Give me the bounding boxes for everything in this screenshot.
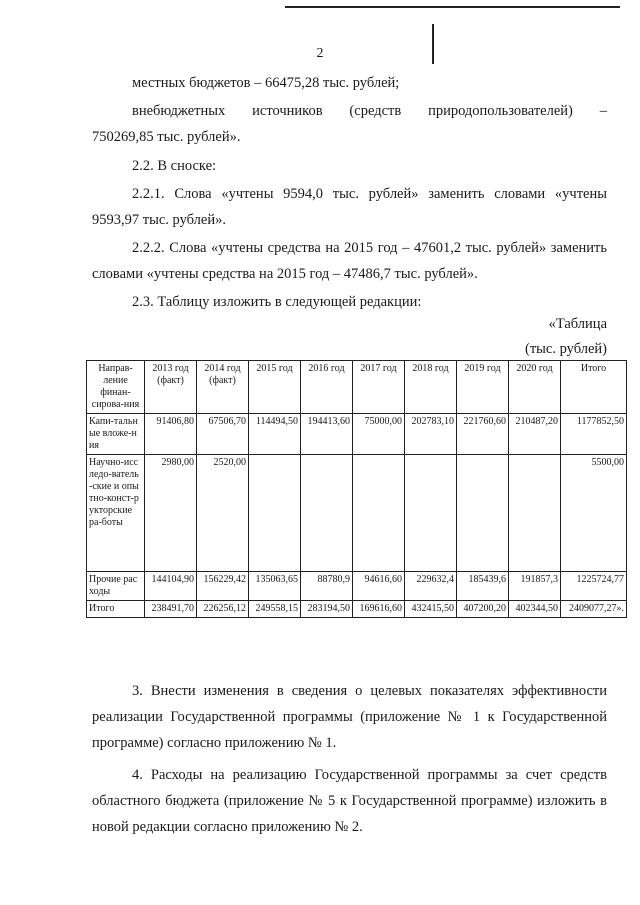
table-cell: 229632,4: [405, 572, 457, 601]
table-header-row: [87, 361, 627, 414]
header-rule: [285, 6, 620, 8]
header-2020: 2020 год: [509, 361, 561, 414]
table-cell: 2520,00: [197, 455, 249, 572]
table-row-total: [87, 601, 627, 618]
table-cell: 202783,10: [405, 414, 457, 455]
table-cell: 402344,50: [509, 601, 561, 618]
financing-table: [86, 360, 627, 618]
table-cell: [457, 455, 509, 572]
table-cell: 5500,00: [561, 455, 627, 572]
table-cell: 221760,60: [457, 414, 509, 455]
table-cell: [509, 455, 561, 572]
table-cell: 407200,20: [457, 601, 509, 618]
table-units: (тыс. рублей): [525, 341, 607, 357]
table-row: [87, 414, 627, 455]
header-2013: 2013 год (факт): [145, 361, 197, 414]
table-cell: 94616,60: [353, 572, 405, 601]
table-caption: «Таблица: [548, 316, 607, 332]
header-2014: 2014 год (факт): [197, 361, 249, 414]
table-cell: [249, 455, 301, 572]
table-cell: 191857,3: [509, 572, 561, 601]
table-cell: 249558,15: [249, 601, 301, 618]
paragraph-2-3: 2.3. Таблицу изложить в следующей редакции:: [132, 294, 422, 310]
row-label: Итого: [87, 601, 145, 618]
header-2018: 2018 год: [405, 361, 457, 414]
row-label: Прочие расходы: [87, 572, 145, 601]
row-label: Научно-исследо-ватель-ские и опытно-конст-рукторские ра-боты: [87, 455, 145, 572]
extrabudget-line-2: 750269,85 тыс. рублей».: [92, 129, 241, 145]
table-cell: 75000,00: [353, 414, 405, 455]
table-cell: 1225724,77: [561, 572, 627, 601]
paragraph-3: 3. Внести изменения в сведения о целевых показателях эффективности реализации Государственной программы (приложение № 1 к Государственной программе) согласно приложению № 1.: [92, 683, 607, 751]
table-cell: 1177852,50: [561, 414, 627, 455]
table-row: [87, 455, 627, 572]
header-total: Итого: [561, 361, 627, 414]
local-budgets-line: местных бюджетов – 66475,28 тыс. рублей;: [132, 75, 400, 91]
table-cell: 2980,00: [145, 455, 197, 572]
extrabudget-line-1: внебюджетных источников (средств природопользователей) –: [132, 103, 607, 119]
table-cell: 194413,60: [301, 414, 353, 455]
paragraph-2-2-2: 2.2.2. Слова «учтены средства на 2015 год – 47601,2 тыс. рублей» заменить словами «учтены средства на 2015 год – 47486,7 тыс. рублей».: [92, 240, 607, 282]
table-cell: 91406,80: [145, 414, 197, 455]
table-cell: [405, 455, 457, 572]
table-cell: 185439,6: [457, 572, 509, 601]
header-2016: 2016 год: [301, 361, 353, 414]
table-cell: 2409077,27».: [561, 601, 627, 618]
header-2015: 2015 год: [249, 361, 301, 414]
table-cell: 169616,60: [353, 601, 405, 618]
header-direction: Направ-ление финан-сирова-ния: [87, 361, 145, 414]
table-cell: 67506,70: [197, 414, 249, 455]
table-cell: 226256,12: [197, 601, 249, 618]
table-cell: 283194,50: [301, 601, 353, 618]
table-cell: 144104,90: [145, 572, 197, 601]
header-2019: 2019 год: [457, 361, 509, 414]
table-cell: 210487,20: [509, 414, 561, 455]
table-cell: 238491,70: [145, 601, 197, 618]
page-number: 2: [316, 46, 324, 61]
table-cell: [301, 455, 353, 572]
header-2017: 2017 год: [353, 361, 405, 414]
paragraph-4: 4. Расходы на реализацию Государственной программы за счет средств областного бюджета (приложение № 5 к Государственной программе) изложить в новой редакции согласно приложению № 2.: [92, 767, 607, 835]
table-cell: 432415,50: [405, 601, 457, 618]
table-cell: [353, 455, 405, 572]
table-row: [87, 572, 627, 601]
table-cell: 88780,9: [301, 572, 353, 601]
paragraph-2-2-1: 2.2.1. Слова «учтены 9594,0 тыс. рублей» заменить словами «учтены 9593,97 тыс. рублей».: [92, 186, 607, 228]
row-label: Капи-тальные вложе-ния: [87, 414, 145, 455]
paragraph-2-2: 2.2. В сноске:: [132, 158, 217, 174]
table-cell: 156229,42: [197, 572, 249, 601]
table-cell: 135063,65: [249, 572, 301, 601]
table-cell: 114494,50: [249, 414, 301, 455]
